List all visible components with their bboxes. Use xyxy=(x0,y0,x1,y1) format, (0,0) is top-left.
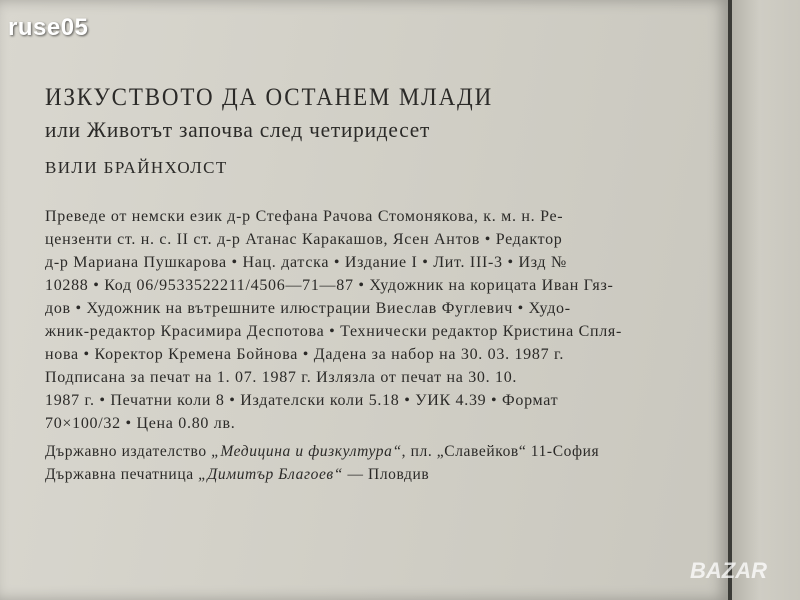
book-author: ВИЛИ БРАЙНХОЛСТ xyxy=(45,158,228,177)
imprint-line: нова • Коректор Кремена Бойнова • Дадена за набор на 30. 03. 1987 г. xyxy=(45,346,565,363)
printer-label: Държавна печатница xyxy=(45,466,199,483)
seller-watermark: ruse05 xyxy=(8,14,89,41)
imprint-line: д-р Мариана Пушкарова • Нац. датска • Издание I • Лит. III-3 • Изд № xyxy=(45,254,567,271)
imprint-line: 70×100/32 • Цена 0.80 лв. xyxy=(45,415,236,432)
publisher-address: , пл. „Славейков“ 11-София xyxy=(401,443,600,460)
imprint-line: Подписана за печат на 1. 07. 1987 г. Излязла от печат на 30. 10. xyxy=(45,369,518,386)
printer-line xyxy=(45,463,599,486)
publisher-label: Държавно издателство xyxy=(45,443,212,460)
imprint-line: Преведе от немски език д-р Стефана Рачова Стомонякова, к. м. н. Ре- xyxy=(45,208,564,225)
imprint-line: жник-редактор Красимира Деспотова • Технически редактор Кристина Спля- xyxy=(45,323,622,340)
publisher-line xyxy=(45,440,599,463)
publisher-name: „Медицина и физкултура“ xyxy=(211,443,402,460)
book-subtitle: или Животът започва след четиридесет xyxy=(45,117,431,142)
imprint-block xyxy=(45,205,735,435)
publisher-block xyxy=(45,440,599,486)
printer-city: — Пловдив xyxy=(342,466,430,483)
imprint-line: цензенти ст. н. с. II ст. д-р Атанас Каракашов, Ясен Антов • Редактор xyxy=(45,231,563,248)
bazar-logo: BAZAR xyxy=(690,558,767,583)
printer-name: „Димитър Благоев“ xyxy=(198,466,343,483)
book-title: ИЗКУСТВОТО ДА ОСТАНЕМ МЛАДИ xyxy=(45,84,494,111)
next-page-edge xyxy=(732,0,800,600)
imprint-line: 10288 • Код 06/9533522211/4506—71—87 • Художник на корицата Иван Гяз- xyxy=(45,277,614,294)
imprint-line: 1987 г. • Печатни коли 8 • Издателски коли 5.18 • УИК 4.39 • Формат xyxy=(45,392,559,409)
imprint-line: дов • Художник на вътрешните илюстрации Виеслав Фуглевич • Худо- xyxy=(45,300,571,317)
